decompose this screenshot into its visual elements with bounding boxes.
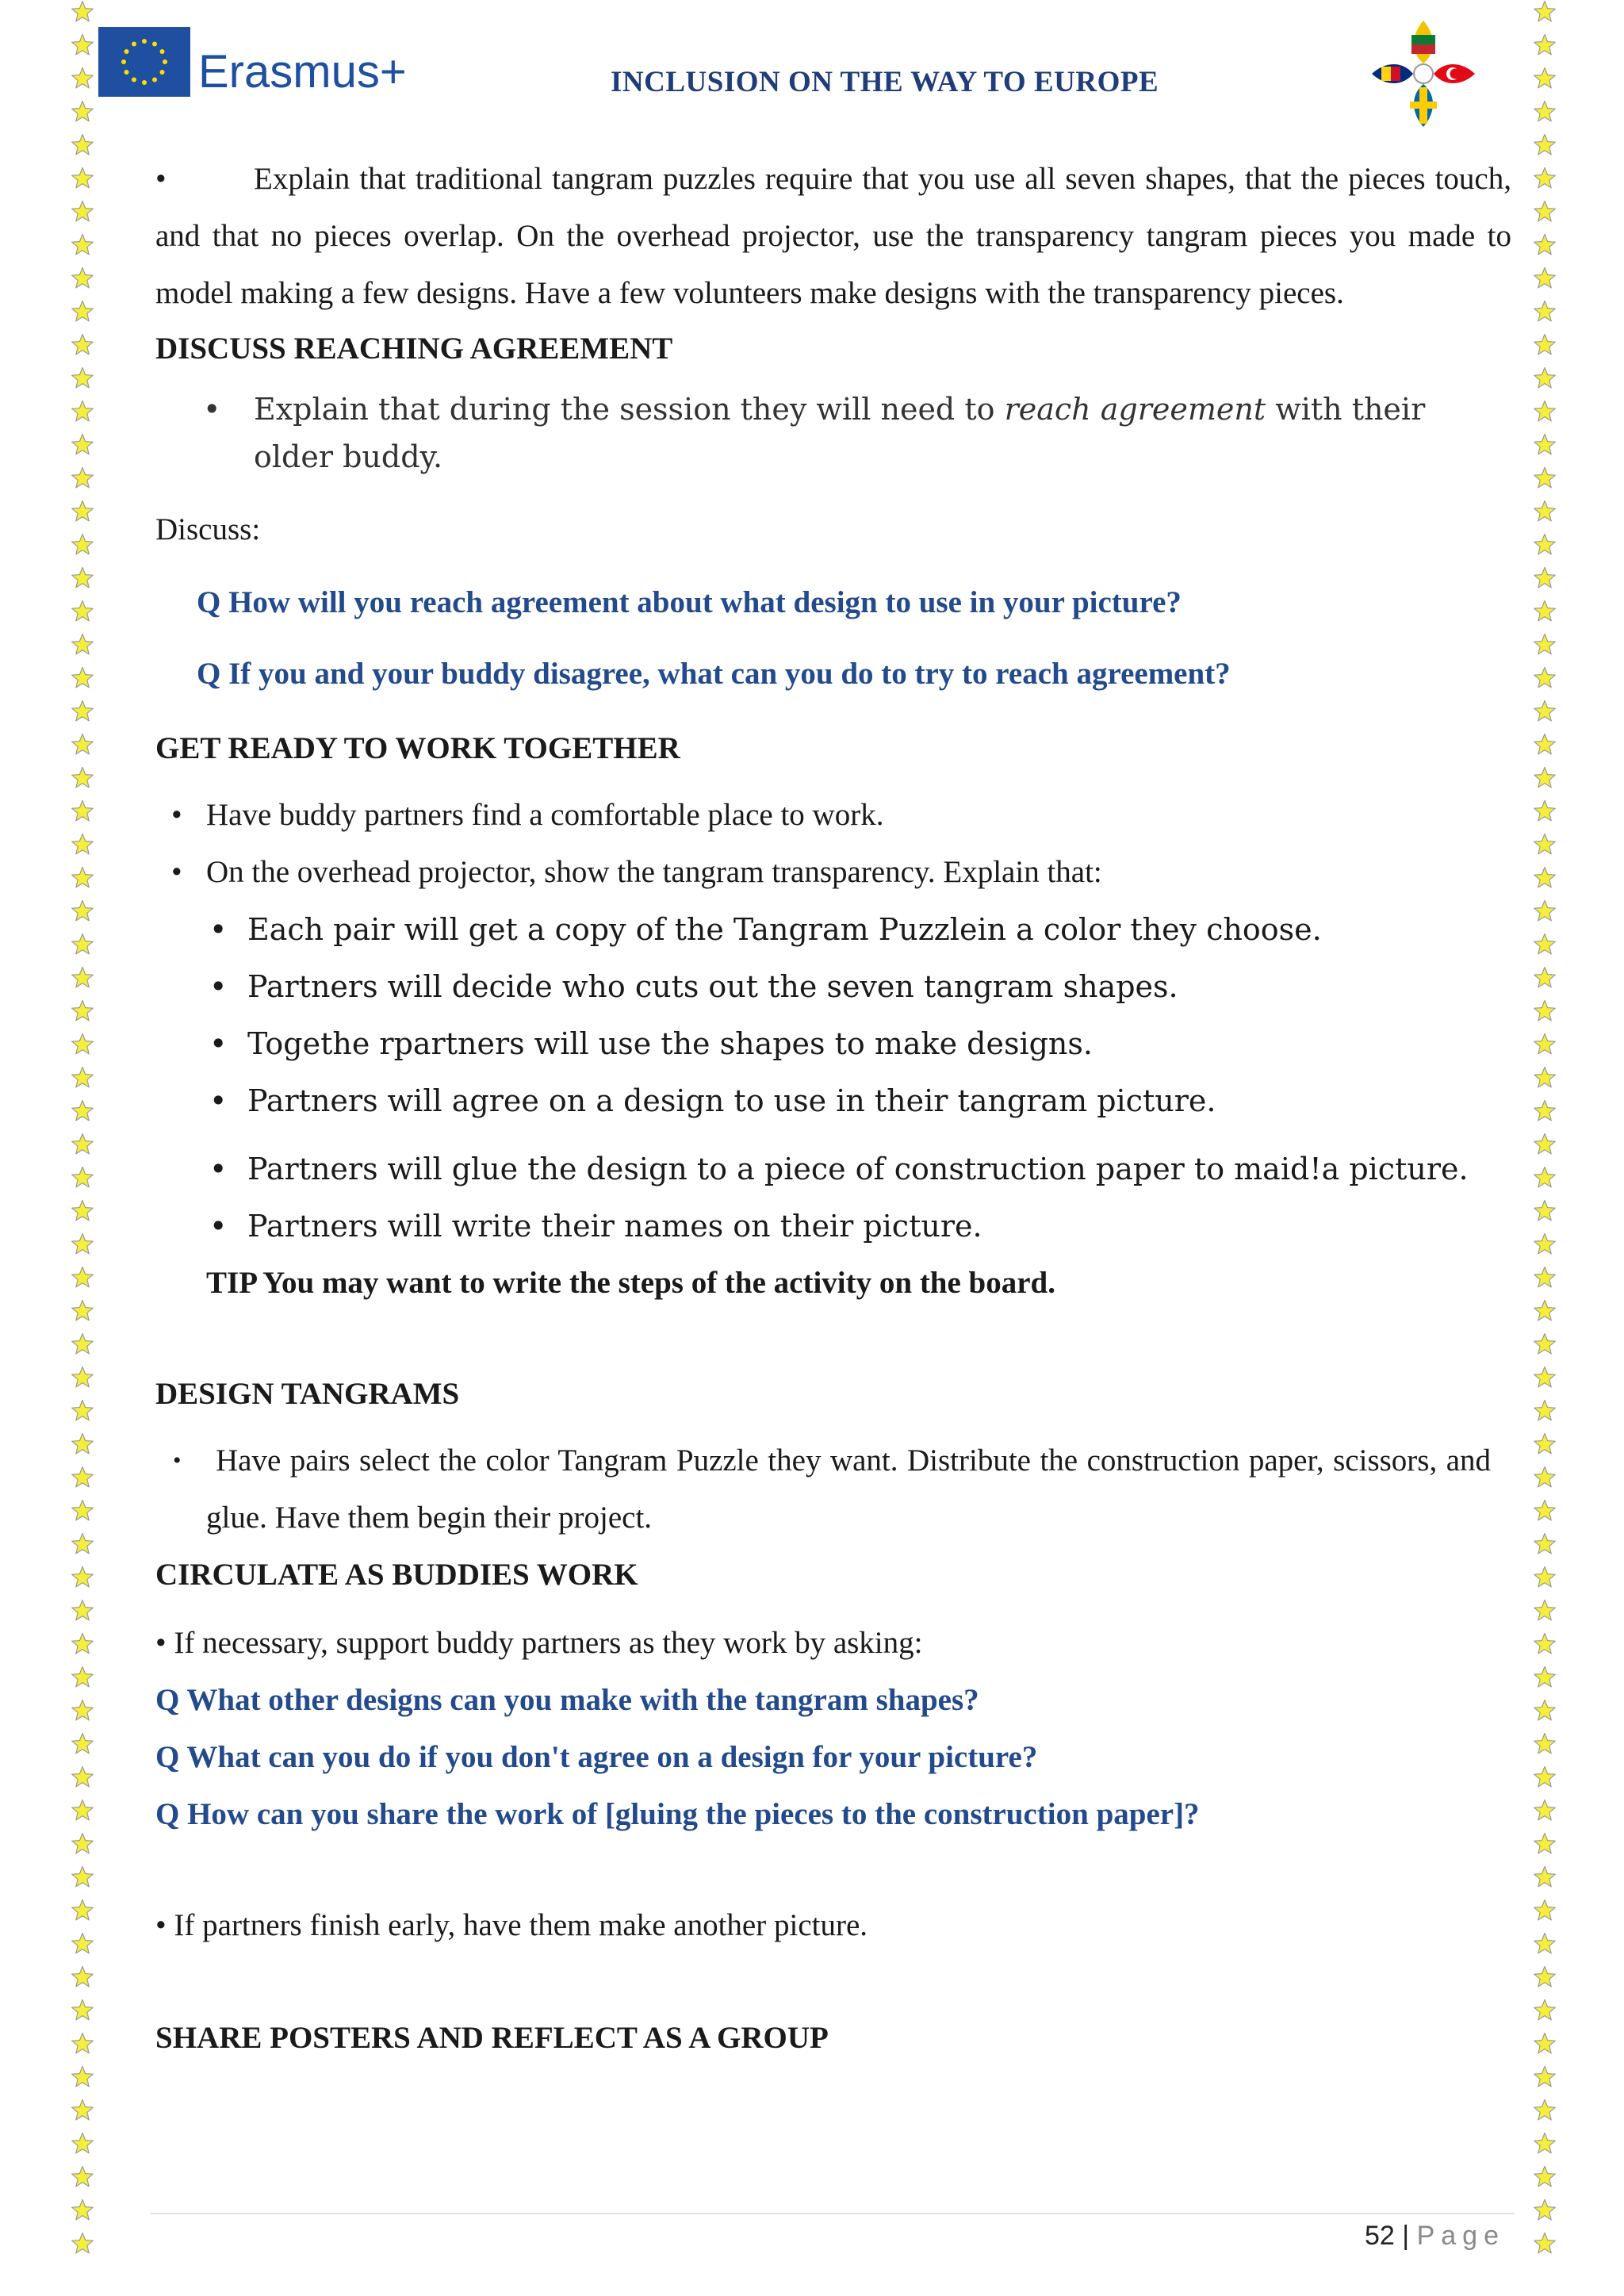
star-icon <box>71 766 94 790</box>
star-icon <box>71 1033 94 1056</box>
star-icon <box>71 300 94 324</box>
star-icon <box>71 1099 94 1123</box>
star-icon <box>1533 1133 1557 1156</box>
partner-flags-logo-icon <box>1364 14 1483 133</box>
star-icon <box>71 1765 94 1789</box>
star-icon <box>1533 366 1557 390</box>
star-icon <box>1533 2099 1557 2122</box>
star-icon <box>71 1466 94 1489</box>
star-icon <box>1533 866 1557 890</box>
star-icon <box>1533 1232 1557 1256</box>
star-icon <box>71 1366 94 1389</box>
star-icon <box>1533 1466 1557 1489</box>
star-icon <box>1533 833 1557 857</box>
question-dont-agree: Q What can you do if you don't agree on a design for your picture? <box>155 1740 1038 1774</box>
intro-bullet <box>155 151 1511 322</box>
star-icon <box>1533 2032 1557 2056</box>
ready-item-text: On the overhead projector, show the tangram transparency. Explain that: <box>206 855 1102 889</box>
star-icon <box>1533 1432 1557 1456</box>
sub-item <box>155 1198 1511 1255</box>
finish-early-item <box>155 1897 1511 1954</box>
star-icon <box>1533 733 1557 757</box>
star-icon <box>1533 266 1557 290</box>
star-icon <box>71 999 94 1023</box>
sub-list <box>155 901 1511 1255</box>
star-icon <box>1533 600 1557 623</box>
star-icon <box>71 2032 94 2056</box>
star-icon <box>1533 566 1557 590</box>
star-icon <box>71 633 94 657</box>
star-icon <box>71 1532 94 1556</box>
star-icon <box>1533 966 1557 990</box>
question-share-work: Q How can you share the work of [gluing the pieces to the construction paper]? <box>155 1797 1200 1831</box>
ready-item-2 <box>155 844 1511 901</box>
star-icon <box>71 1599 94 1623</box>
sub-item-text: Each pair will get a copy of the Tangram Puzzlein a color they choose. <box>247 912 1322 947</box>
star-icon <box>1533 999 1557 1023</box>
star-icon <box>71 1166 94 1190</box>
bullet-marker: • <box>155 1626 174 1660</box>
design-item-text: Have pairs select the color Tangram Puzzle they want. Distribute the construction paper, scissors, and glue. Have them begin their project. <box>206 1443 1491 1535</box>
star-icon <box>71 1332 94 1356</box>
star-icon <box>1533 1699 1557 1723</box>
star-icon <box>1533 167 1557 190</box>
ready-item-text: Have buddy partners find a comfortable place to work. <box>206 798 884 832</box>
page-header <box>0 0 1624 143</box>
star-icon <box>1533 200 1557 224</box>
star-icon <box>71 666 94 690</box>
bullet-marker: • <box>209 1152 228 1186</box>
tip-note: TIP You may want to write the steps of the activity on the board. <box>206 1266 1055 1300</box>
star-icon <box>71 1066 94 1090</box>
sub-item-text: Partners will glue the design to a piece of construction paper to maid!a picture. <box>247 1152 1469 1186</box>
ready-item-1 <box>155 787 1511 844</box>
agreement-text-start: Explain that during the session they will need to <box>254 392 1005 427</box>
star-icon <box>1533 466 1557 490</box>
star-icon <box>1533 799 1557 823</box>
bullet-marker: • <box>173 1447 182 1474</box>
star-icon <box>1533 1332 1557 1356</box>
star-icon <box>71 433 94 457</box>
star-icon <box>71 1199 94 1223</box>
sub-item-text: Togethe rpartners will use the shapes to make designs. <box>247 1026 1093 1061</box>
star-icon <box>1533 1932 1557 1956</box>
finish-early-text: If partners finish early, have them make another picture. <box>174 1908 868 1942</box>
star-border-right <box>1516 0 1573 2296</box>
bullet-marker: • <box>209 1026 228 1061</box>
star-icon <box>1533 1865 1557 1889</box>
star-icon <box>71 899 94 923</box>
star-icon <box>71 1932 94 1956</box>
heading-discuss-reaching-agreement: DISCUSS REACHING AGREEMENT <box>155 332 673 366</box>
circulate-item-text: If necessary, support buddy partners as they work by asking: <box>174 1626 923 1660</box>
page-number-value: 52 <box>1365 2221 1395 2251</box>
star-icon <box>1533 1732 1557 1756</box>
sub-item <box>155 1015 1511 1072</box>
star-icon <box>71 833 94 857</box>
intro-bullet-text: Explain that traditional tangram puzzles require that you use all seven shapes, that the pieces touch, and that no pieces overlap. On the overhead projector, use the transparency tangram pieces you made to model making a few designs. Have a few volunteers make designs with the transparency pieces. <box>155 162 1511 310</box>
star-icon <box>71 2065 94 2089</box>
star-icon <box>71 366 94 390</box>
star-icon <box>71 866 94 890</box>
star-icon <box>71 966 94 990</box>
star-icon <box>1533 700 1557 723</box>
question-disagree: Q If you and your buddy disagree, what can you do to try to reach agreement? <box>197 657 1231 691</box>
star-icon <box>1533 2198 1557 2222</box>
sub-item <box>155 1140 1511 1198</box>
star-icon <box>1533 1033 1557 1056</box>
bullet-marker: • <box>171 855 182 889</box>
heading-design-tangrams: DESIGN TANGRAMS <box>155 1377 460 1411</box>
circulate-item <box>155 1615 1511 1672</box>
star-icon <box>71 1732 94 1756</box>
star-icon <box>1533 400 1557 424</box>
star-icon <box>1533 433 1557 457</box>
star-icon <box>71 1566 94 1589</box>
bullet-marker: • <box>209 912 228 947</box>
star-icon <box>71 1899 94 1922</box>
sub-item-text: Partners will write their names on their picture. <box>247 1209 982 1244</box>
design-item <box>155 1432 1491 1547</box>
star-icon <box>1533 899 1557 923</box>
star-icon <box>1533 1566 1557 1589</box>
star-icon <box>1533 1899 1557 1922</box>
star-icon <box>71 600 94 623</box>
star-icon <box>1533 300 1557 324</box>
star-icon <box>1533 1765 1557 1789</box>
star-icon <box>71 2232 94 2256</box>
star-icon <box>71 500 94 523</box>
bullet-marker: • <box>155 1908 174 1942</box>
star-icon <box>1533 1099 1557 1123</box>
star-icon <box>71 2132 94 2156</box>
document-title: INCLUSION ON THE WAY TO EUROPE <box>611 66 1159 98</box>
bullet-marker: • <box>209 1209 228 1244</box>
star-icon <box>71 1499 94 1523</box>
agreement-bullet <box>155 385 1491 481</box>
star-icon <box>1533 933 1557 956</box>
star-icon <box>1533 2065 1557 2089</box>
star-icon <box>71 200 94 224</box>
page-word: Page <box>1416 2221 1505 2251</box>
star-icon <box>1533 533 1557 557</box>
star-icon <box>1533 1532 1557 1556</box>
star-icon <box>71 167 94 190</box>
star-icon <box>1533 1632 1557 1656</box>
star-icon <box>1533 2232 1557 2256</box>
agreement-italic-text: reach agreement <box>1004 392 1266 427</box>
star-icon <box>1533 1399 1557 1423</box>
star-icon <box>71 1299 94 1323</box>
star-icon <box>1533 1799 1557 1823</box>
star-icon <box>1533 1999 1557 2022</box>
sub-item-text: Partners will agree on a design to use in their tangram picture. <box>247 1083 1216 1118</box>
question-reach-agreement: Q How will you reach agreement about what design to use in your picture? <box>197 585 1182 619</box>
star-icon <box>71 1965 94 1989</box>
question-other-designs: Q What other designs can you make with the tangram shapes? <box>155 1683 979 1717</box>
star-icon <box>1533 500 1557 523</box>
star-icon <box>71 733 94 757</box>
star-icon <box>71 1799 94 1823</box>
star-icon <box>1533 333 1557 357</box>
star-icon <box>71 1133 94 1156</box>
star-icon <box>1533 1832 1557 1856</box>
bullet-marker: • <box>209 1083 228 1118</box>
star-icon <box>71 1699 94 1723</box>
agreement-text-end: with their older buddy. <box>254 392 1426 474</box>
bullet-marker: • <box>155 162 167 196</box>
bullet-marker: • <box>171 798 182 832</box>
star-icon <box>71 799 94 823</box>
star-icon <box>1533 766 1557 790</box>
star-icon <box>71 533 94 557</box>
footer-divider <box>151 2213 1515 2214</box>
page-number <box>1365 2221 1505 2252</box>
star-icon <box>71 1232 94 1256</box>
sub-item <box>155 901 1511 958</box>
star-icon <box>1533 633 1557 657</box>
bullet-marker: • <box>203 392 221 427</box>
star-icon <box>1533 1965 1557 1989</box>
star-icon <box>1533 2165 1557 2189</box>
star-icon <box>71 1865 94 1889</box>
sub-item-text: Partners will decide who cuts out the seven tangram shapes. <box>247 969 1178 1004</box>
star-icon <box>71 2099 94 2122</box>
heading-share-posters: SHARE POSTERS AND REFLECT AS A GROUP <box>155 2021 829 2055</box>
star-icon <box>1533 666 1557 690</box>
star-icon <box>71 700 94 723</box>
star-icon <box>71 233 94 257</box>
star-icon <box>1533 1299 1557 1323</box>
star-icon <box>1533 1499 1557 1523</box>
star-border-left <box>54 0 111 2296</box>
sub-item <box>155 1072 1511 1129</box>
star-icon <box>71 2165 94 2189</box>
star-icon <box>71 1632 94 1656</box>
star-icon <box>71 2198 94 2222</box>
star-icon <box>71 566 94 590</box>
star-icon <box>1533 1266 1557 1290</box>
star-icon <box>1533 1199 1557 1223</box>
star-icon <box>71 933 94 956</box>
star-icon <box>71 1399 94 1423</box>
star-icon <box>71 400 94 424</box>
heading-circulate: CIRCULATE AS BUDDIES WORK <box>155 1558 638 1592</box>
discuss-label: Discuss: <box>155 512 261 546</box>
star-icon <box>71 1665 94 1689</box>
eu-flag-icon <box>98 27 190 97</box>
star-icon <box>1533 1665 1557 1689</box>
bullet-marker: • <box>209 969 228 1004</box>
star-icon <box>71 1432 94 1456</box>
page-separator: | <box>1402 2221 1410 2251</box>
star-icon <box>1533 233 1557 257</box>
star-icon <box>1533 1166 1557 1190</box>
heading-get-ready: GET READY TO WORK TOGETHER <box>155 731 680 765</box>
star-icon <box>1533 1599 1557 1623</box>
star-icon <box>71 1266 94 1290</box>
star-icon <box>1533 2132 1557 2156</box>
star-icon <box>71 333 94 357</box>
star-icon <box>71 1832 94 1856</box>
star-icon <box>1533 1366 1557 1389</box>
erasmus-logo-text: Erasmus+ <box>198 46 407 98</box>
page-content <box>155 151 1511 2067</box>
star-icon <box>71 1999 94 2022</box>
star-icon <box>1533 1066 1557 1090</box>
star-icon <box>71 266 94 290</box>
star-icon <box>71 466 94 490</box>
sub-item <box>155 958 1511 1015</box>
